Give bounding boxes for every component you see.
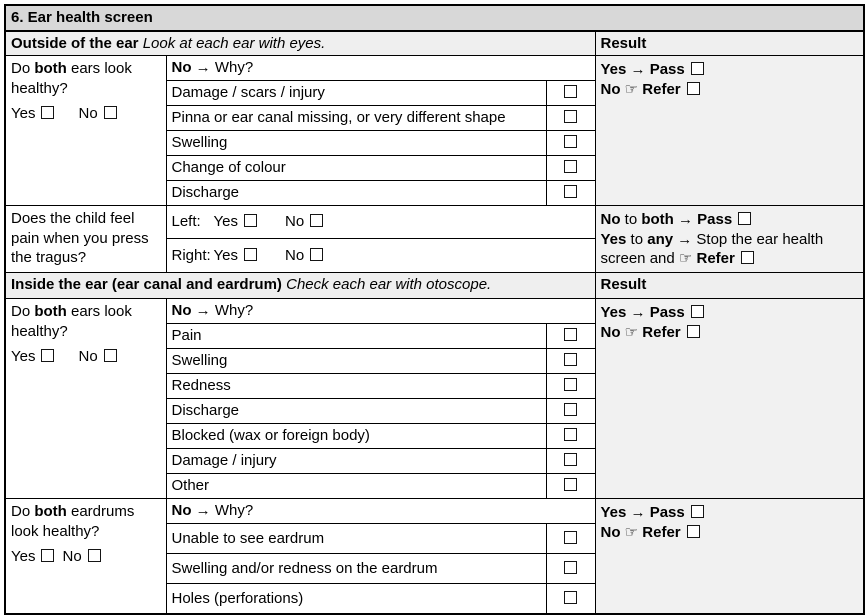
inside-reason-checkbox-cell — [546, 324, 595, 349]
checkbox-tragus-right-no[interactable] — [310, 248, 323, 261]
section-header-inside-italic: Check each ear with otoscope. — [281, 276, 492, 293]
yes-label: Yes — [11, 105, 36, 122]
eardrum-reason-checkbox-cell — [546, 524, 595, 554]
section-header-inside-bold: Inside the ear (ear canal and eardrum) — [11, 276, 282, 293]
tragus-left-row — [166, 206, 595, 239]
label-bold: both → Pass — [641, 211, 733, 228]
checkbox-outside-no[interactable] — [104, 106, 117, 119]
label: Do — [11, 503, 35, 520]
result-pass-line — [601, 60, 859, 80]
checkbox-inside-yes[interactable] — [41, 349, 54, 362]
result-refer-line — [601, 523, 859, 543]
pass-label: Yes → Pass — [600, 61, 685, 78]
tragus-result-pass-line — [601, 210, 859, 230]
result-header-outside-text: Result — [600, 34, 647, 52]
inside-reason-checkbox-cell — [546, 424, 595, 449]
outside-reason-checkbox-cell — [546, 181, 595, 206]
result-pass-line — [601, 303, 859, 323]
label-bold: any → — [647, 230, 697, 248]
checkbox-inside-reason-3[interactable] — [564, 403, 577, 416]
checkbox-eardrum-yes[interactable] — [41, 549, 54, 562]
inside-yes-no-line — [11, 347, 161, 367]
result-header-inside — [595, 273, 864, 299]
pass-label: Yes → Pass — [600, 304, 685, 321]
question-inside-healthy — [5, 299, 166, 499]
label: eardrums look healthy? — [11, 503, 139, 540]
result-cell-tragus — [595, 206, 864, 273]
label: Do — [11, 303, 35, 320]
checkbox-outside-reason-0[interactable] — [564, 85, 577, 98]
left-label: Left: — [171, 213, 201, 231]
inside-reason-row: Discharge — [166, 399, 546, 424]
outside-reason-checkbox-cell — [546, 81, 595, 106]
right-label: Right: — [171, 246, 211, 264]
inside-reason-row: Blocked (wax or foreign body) — [166, 424, 546, 449]
checkbox-outside-yes[interactable] — [41, 106, 54, 119]
checkbox-inside-no[interactable] — [104, 349, 117, 362]
question-outside-healthy — [5, 56, 166, 206]
section-header-outside-bold: Outside of the ear — [11, 34, 139, 52]
outside-reason-checkbox-cell — [546, 131, 595, 156]
checkbox-eardrum-no[interactable] — [88, 549, 101, 562]
no-label: No — [62, 548, 82, 565]
tragus-right-row — [166, 239, 595, 273]
checkbox-inside-reason-4[interactable] — [564, 428, 577, 441]
result-pass-line — [601, 503, 859, 523]
checkbox-inside-refer[interactable] — [687, 325, 700, 338]
inside-reason-checkbox-cell — [546, 474, 595, 499]
label: to — [620, 211, 642, 228]
refer-label: No ☞ Refer — [600, 523, 681, 541]
checkbox-inside-reason-6[interactable] — [564, 478, 577, 491]
checkbox-tragus-left-no[interactable] — [310, 214, 323, 227]
checkbox-outside-pass[interactable] — [691, 62, 704, 75]
label: ears look healthy? — [11, 60, 137, 97]
label: ears look healthy? — [11, 303, 137, 340]
why-text: Why? — [214, 302, 254, 319]
section-header-outside-italic: Look at each ear with eyes. — [138, 34, 326, 52]
checkbox-eardrum-pass[interactable] — [691, 505, 704, 518]
section-header-inside — [5, 273, 595, 299]
refer-label: No ☞ Refer — [600, 80, 681, 98]
checkbox-tragus-left-yes[interactable] — [244, 214, 257, 227]
result-header-outside — [595, 31, 864, 56]
question-tragus-text: Does the child feel pain when you press the tragus? — [11, 210, 153, 266]
eardrum-reason-row: Unable to see eardrum — [166, 524, 546, 554]
no-label: No — [78, 348, 98, 365]
eardrum-reason-checkbox-cell — [546, 554, 595, 584]
label-bold: both — [34, 303, 67, 320]
checkbox-eardrum-reason-2[interactable] — [564, 591, 577, 604]
checkbox-inside-reason-1[interactable] — [564, 353, 577, 366]
result-cell-inside — [595, 299, 864, 499]
label: Stop the ear health screen and ☞ — [600, 230, 828, 267]
result-refer-line — [601, 323, 859, 343]
why-text: Why? — [214, 59, 254, 76]
pass-label: Yes → Pass — [600, 504, 685, 521]
outside-reason-row: Swelling — [166, 131, 546, 156]
label: to — [626, 230, 648, 248]
eardrum-reason-checkbox-cell — [546, 584, 595, 614]
checkbox-outside-reason-4[interactable] — [564, 185, 577, 198]
inside-reason-row: Other — [166, 474, 546, 499]
outside-why-header — [166, 56, 595, 81]
eardrum-reason-row: Holes (perforations) — [166, 584, 546, 614]
checkbox-inside-reason-5[interactable] — [564, 453, 577, 466]
inside-reason-checkbox-cell — [546, 349, 595, 374]
question-tragus — [5, 206, 166, 273]
checkbox-outside-reason-3[interactable] — [564, 160, 577, 173]
why-bold: No → — [171, 302, 215, 319]
yes-label: Yes — [213, 213, 238, 231]
ear-health-screen-table — [4, 4, 865, 615]
outside-reason-checkbox-cell — [546, 106, 595, 131]
outside-reason-checkbox-cell — [546, 156, 595, 181]
inside-reason-row: Swelling — [166, 349, 546, 374]
eardrum-yes-no-line — [11, 547, 161, 567]
form-title — [5, 5, 864, 31]
result-header-inside-text: Result — [600, 276, 647, 293]
outside-reason-row: Change of colour — [166, 156, 546, 181]
checkbox-outside-reason-1[interactable] — [564, 110, 577, 123]
checkbox-eardrum-refer[interactable] — [687, 525, 700, 538]
checkbox-tragus-right-yes[interactable] — [244, 248, 257, 261]
yes-label: Yes — [11, 548, 36, 565]
checkbox-inside-pass[interactable] — [691, 305, 704, 318]
question-eardrum-healthy-text — [11, 502, 161, 541]
result-cell-outside — [595, 56, 864, 206]
inside-reason-row: Damage / injury — [166, 449, 546, 474]
yes-label: Yes — [213, 246, 238, 264]
label-bold: both — [34, 503, 67, 520]
question-eardrum-healthy — [5, 499, 166, 614]
outside-reason-row: Damage / scars / injury — [166, 81, 546, 106]
checkbox-eardrum-reason-0[interactable] — [564, 531, 577, 544]
eardrum-reason-row: Swelling and/or redness on the eardrum — [166, 554, 546, 584]
refer-label: Refer — [696, 250, 735, 267]
outside-reason-row: Pinna or ear canal missing, or very different shape — [166, 106, 546, 131]
section-header-outside — [5, 31, 595, 56]
result-cell-eardrum — [595, 499, 864, 614]
no-label: No — [284, 246, 305, 264]
label: Do — [11, 60, 35, 77]
outside-yes-no-line — [11, 104, 161, 124]
inside-why-header — [166, 299, 595, 324]
question-outside-healthy-text — [11, 59, 161, 98]
inside-reason-checkbox-cell — [546, 399, 595, 424]
label-bold: both — [34, 60, 67, 77]
checkbox-tragus-pass[interactable] — [738, 212, 751, 225]
outside-reason-row: Discharge — [166, 181, 546, 206]
yes-label: Yes — [11, 348, 36, 365]
refer-label: No ☞ Refer — [600, 323, 681, 341]
tragus-result-refer-line — [601, 230, 859, 269]
label-bold: No — [600, 211, 621, 228]
no-label: No — [284, 213, 305, 231]
label-bold: Yes — [600, 230, 627, 248]
why-bold: No → — [171, 502, 215, 519]
inside-reason-checkbox-cell — [546, 374, 595, 399]
why-bold: No → — [171, 59, 215, 76]
inside-reason-row: Redness — [166, 374, 546, 399]
checkbox-inside-reason-0[interactable] — [564, 328, 577, 341]
no-label: No — [78, 105, 98, 122]
why-text: Why? — [214, 502, 254, 519]
checkbox-outside-reason-2[interactable] — [564, 135, 577, 148]
question-inside-healthy-text — [11, 302, 161, 341]
inside-reason-row: Pain — [166, 324, 546, 349]
checkbox-eardrum-reason-1[interactable] — [564, 561, 577, 574]
inside-reason-checkbox-cell — [546, 449, 595, 474]
eardrum-why-header — [166, 499, 595, 524]
checkbox-tragus-refer[interactable] — [741, 251, 754, 264]
result-refer-line — [601, 80, 859, 100]
form-title-text: 6. Ear health screen — [11, 9, 153, 26]
checkbox-outside-refer[interactable] — [687, 82, 700, 95]
checkbox-inside-reason-2[interactable] — [564, 378, 577, 391]
